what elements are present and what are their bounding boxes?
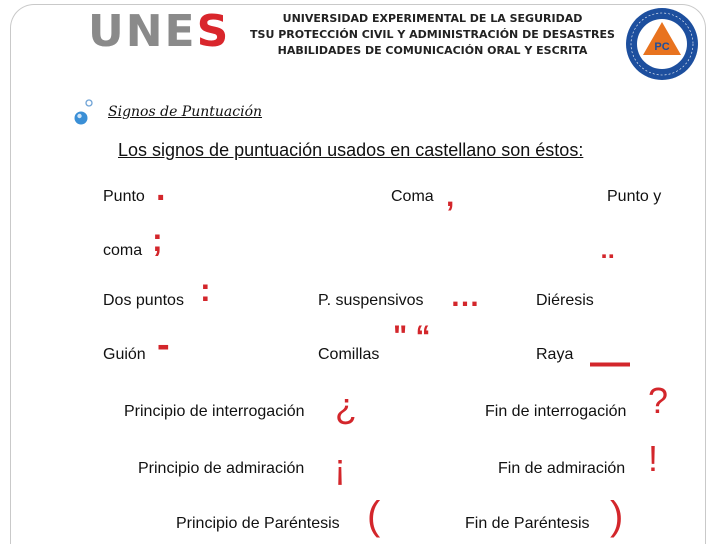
label-dieresis: Diéresis (536, 292, 594, 309)
label-fin-admiracion: Fin de admiración (498, 460, 626, 477)
symbol-guion: - (157, 324, 170, 366)
symbol-suspensivos: … (450, 280, 480, 313)
symbol-fin-admiracion: ! (648, 438, 659, 479)
unes-logo-letters: UNES (88, 6, 231, 57)
label-suspensivos: P. suspensivos (318, 292, 424, 309)
svg-text:PC: PC (654, 41, 670, 53)
label-punto-y-coma-1: Punto y (607, 188, 662, 205)
label-coma: Coma (391, 188, 434, 205)
label-principio-interrogacion: Principio de interrogación (124, 403, 305, 420)
intro-text: Los signos de puntuación usados en castellano son éstos: (118, 140, 584, 160)
header-line-2: TSU PROTECCIÓN CIVIL Y ADMINISTRACIÓN DE DESASTRES (250, 28, 615, 41)
symbol-fin-interrogacion: ? (648, 380, 669, 421)
label-raya: Raya (536, 346, 574, 363)
symbol-principio-interrogacion: ¿ (335, 385, 357, 426)
label-guion: Guión (103, 346, 146, 363)
label-comillas: Comillas (318, 346, 380, 363)
label-fin-parentesis: Fin de Paréntesis (465, 515, 590, 532)
section-title: Signos de Puntuación (108, 104, 263, 120)
symbol-principio-admiracion: ¡ (334, 446, 346, 487)
unes-logo (88, 8, 240, 72)
header-text (245, 11, 620, 59)
symbol-comillas: " “ (393, 320, 431, 353)
symbol-principio-parentesis: ( (367, 494, 381, 538)
symbol-punto-y-coma: ; (152, 222, 163, 258)
symbol-dos-puntos: : (200, 272, 211, 308)
symbol-dieresis: ¨ (602, 248, 614, 286)
symbol-raya: — (590, 340, 630, 384)
proteccion-civil-seal-icon (624, 6, 700, 82)
symbol-fin-parentesis: ) (610, 494, 624, 538)
label-principio-admiracion: Principio de admiración (138, 460, 305, 477)
label-fin-interrogacion: Fin de interrogación (485, 403, 627, 420)
bullet-icon (72, 98, 94, 126)
symbol-coma: , (446, 180, 455, 213)
label-punto: Punto (103, 188, 145, 205)
header-line-1: UNIVERSIDAD EXPERIMENTAL DE LA SEGURIDAD (282, 12, 583, 25)
label-principio-parentesis: Principio de Paréntesis (176, 515, 340, 532)
header-line-3: HABILIDADES DE COMUNICACIÓN ORAL Y ESCRITA (277, 44, 588, 57)
symbol-punto: . (156, 170, 166, 208)
label-dos-puntos: Dos puntos (103, 292, 184, 309)
label-punto-y-coma-2: coma (103, 242, 143, 259)
